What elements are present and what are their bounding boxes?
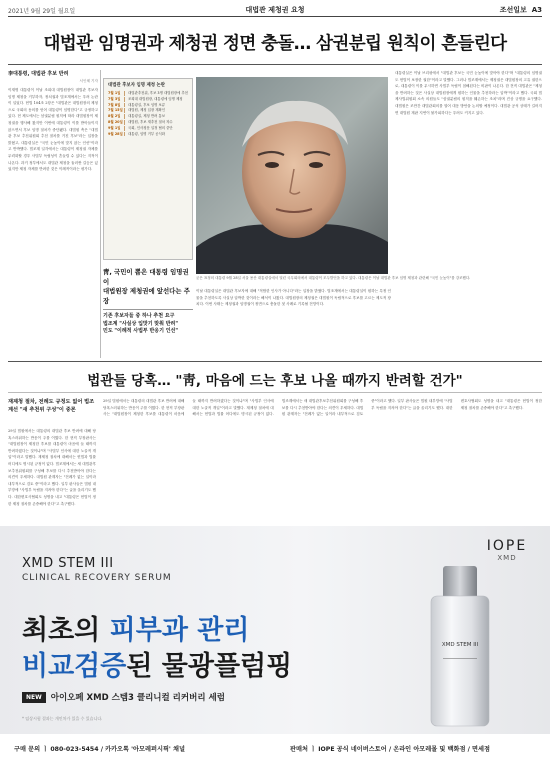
timeline-item: 8월 20일 대법원, 후보 재추천 절차 착수	[108, 120, 188, 125]
ad-new-line	[22, 691, 225, 703]
section2-lede: 재제청 절차, 전례도 규정도 없어 법조계선 "새 추천위 구성"이 중론	[8, 399, 95, 413]
subheadline-rule	[103, 309, 193, 310]
section2-headline: 법관들 당혹… "靑, 마음에 드는 후보 나올 때까지 반려할 건가"	[87, 373, 463, 389]
ad-new-product: 아이오페 XMD 스템3 클리니컬 리커버리 세럼	[50, 693, 225, 703]
ad-footer	[0, 738, 550, 758]
timeline-item: 9월 1일 국회, 인사청문 일정 협의 중단	[108, 126, 188, 131]
subheadline-line: 민도 "이례적 사법부 반응기 인선"	[103, 328, 178, 334]
portrait-illustration	[196, 77, 388, 274]
ad-product-subtitle: CLINICAL RECOVERY SERUM	[22, 573, 172, 583]
left-article-byline: 李대통령, 대법관 후보 반려	[8, 71, 69, 77]
ad-fine-print: * 임상시험 결과는 개인차가 있을 수 있습니다.	[22, 716, 103, 721]
section-rule	[8, 361, 542, 362]
ad-product-name: XMD STEM III	[22, 556, 114, 571]
footer-sales: 판매처 ㅣ IOPE 공식 네이버스토어 / 온라인 아모레몰 및 백화점 / 면세점	[290, 746, 490, 753]
subheadline-line: 대법원장 제청권에 앞선다는 주장	[103, 287, 190, 305]
section2-columns: 29일 법원에서는 대통령의 대법관 후보 반려에 대해 당혹스러워하는 반응이 주를 이뤘다. 한 현직 부장판사는 "대법원장이 제청한 후보를 대통령이 마음에 들 때까지 반려하겠다는 것이냐"며 "사법부 인사에 대한 노골적 개입"이라고 말했다. 재제청 절차에 대해서는 헌법과 법률 어디에도 명시된 규정이 없다. 법조계에서는 새 대법관후보추천위원회를 구성해 후보를 다시 추천받아야 한다는 의견이 우세하다. 대법원 관계자는 "전례가 없는 일이라 내부적으로 검토 중"이라고 했다. 일부 판사들은 법원 내부망에 "사법부 독립을 지켜야 한다"는 글을 올리기도 했다. 대한변호사협회도 성명을 내고 "대통령은 헌법이 정한 제청 절차를 존중해야 한다"고 촉구했다.	[103, 399, 542, 417]
left-article	[8, 70, 98, 369]
issue-date: 2021년 9월 29일 월요일	[8, 8, 76, 15]
timeline-item: 7월 15일 대법원, 제청 입장 재확인	[108, 108, 188, 113]
timeline-title: 대법관 후보자 임명 제청 논란	[108, 83, 166, 88]
headline-rule	[8, 64, 542, 65]
advertisement	[0, 526, 550, 734]
left-article-body: 이재명 대통령이 이날 조희대 대법원장이 대법관 후보자 임명 제청을 거부하자, 정치권과 법조계에서는 우려 논란이 일었다. 헌법 104조 2항은 "대법관은 대법원장의 제청으로 국회의 동의를 얻어 대통령이 임명한다"고 규정하고 있다. 현 제도에서는 삼권분립 원칙에 따라 대법원장이 제청권을 행사해 왔지만 이번에 대통령이 이를 받아들이지 않으면서 후보 임명 절차가 중단됐다. 대법원 측은 "대법관 후보 추천위원회 추천 절차를 거친 후보"라는 입장을 밝혔고, 대통령실은 "국민 눈높이에 맞지 않는 인선"이라고 반박했다. 법조계 일각에서는 대통령이 제청권 자체를 무력화할 경우 사법부 독립성이 흔들릴 수 있다는 지적이 나온다. 과거 정부에서도 대법관 제청을 둘러싼 갈등은 있었지만 제청 자체를 반려한 것은 이례적이라는 평가다.	[8, 88, 98, 172]
reporter-name: 서인혜 기자	[79, 79, 98, 83]
timeline-item: 9월 28일 대통령, 임명 거부 공식화	[108, 132, 188, 137]
subheadline-line: 靑, 국민이 뽑은 대통령 임명권이	[103, 268, 189, 286]
subheadline-line: 기존 후보자들 중 하나 추천 요구	[103, 313, 175, 319]
ad-headline-line2: 비교검증된 물광플럼핑	[22, 651, 293, 682]
page-header	[8, 4, 542, 17]
ad-headline-line1: 최초의 피부과 관리	[22, 615, 250, 646]
section2-left-body: 29일 법원에서는 대통령의 대법관 후보 반려에 대해 당혹스러워하는 반응이 주를 이뤘다. 한 현직 부장판사는 "대법원장이 제청한 후보를 대통령이 마음에 들 때까지 반려하겠다는 것이냐"며 "사법부 인사에 대한 노골적 개입"이라고 말했다. 재제청 절차에 대해서는 헌법과 법률 어디에도 명시된 규정이 없다. 법조계에서는 새 대법관후보추천위원회를 구성해 후보를 다시 추천받아야 한다는 의견이 우세하다. 대법원 관계자는 "전례가 없는 일이라 내부적으로 검토 중"이라고 했다. 일부 판사들은 법원 내부망에 "사법부 독립을 지켜야 한다"는 글을 올리기도 했다. 대한변호사협회도 성명을 내고 "대통령은 헌법이 정한 제청 절차를 존중해야 한다"고 촉구했다.	[8, 429, 96, 506]
footer-phone: 구매 문의 ㅣ 080-023-5454 / 카카오톡 '아모레퍼시픽' 채널	[14, 746, 185, 753]
mid-article-body: 이날 대통령실은 대법관 후보자에 대해 "적합한 인사가 아니다"라는 입장을 밝혔다. 법조계에서는 대통령실이 원하는 특정 인물을 추천하도록 사실상 압박한 것이라는 해석이 나왔다. 대법원장의 제청권은 대법원이 독립적으로 후보를 고르는 제도적 장치다. 이번 사태는 제청권과 임명권이 정면으로 충돌한 첫 사례로 기록될 전망이다.	[196, 289, 391, 307]
bottle-label: XMD STEM III	[441, 642, 479, 648]
paper-name: 조선일보	[499, 6, 527, 14]
ad-brand-logo: IOPE XMD	[486, 538, 528, 562]
section-title: 대법관 제청권 요청	[245, 6, 305, 14]
serum-bottle-illustration	[395, 566, 525, 731]
main-headline: 대법관 임명권과 제청권 정면 충돌… 삼권분립 원칙이 흔들린다	[43, 34, 507, 54]
subheadline-block	[103, 268, 193, 336]
subheadline-line: 법조계 "사실상 입맛기 맞춰 반려"	[103, 320, 178, 327]
new-badge: NEW	[22, 692, 46, 703]
president-photo	[196, 77, 388, 274]
timeline-box	[103, 78, 193, 260]
section2-rule	[8, 392, 542, 393]
photo-caption: 굳은 표정의 대통령 9월 28일 서울 용산 대통령실에서 열린 국무회의에서 대통령이 모두발언을 하고 있다. 대통령은 이날 대법관 후보 임명 제청과 관련해 "국민 눈높이"를 강조했다.	[196, 276, 471, 280]
timeline-item: 8월 2일 대통령실, 제청 반려 통보	[108, 114, 188, 119]
page-number: A3	[531, 6, 542, 14]
timeline-item: 7월 3일 조희대 대법원장, 대통령에 임명 제청	[108, 97, 188, 102]
timeline-item: 7월 8일 대통령실, 후보 임명 보류	[108, 103, 188, 108]
timeline-item: 7월 1일 대법관추천위, 후보 3명 대법원장에 추천	[108, 91, 188, 95]
column-divider	[100, 70, 101, 358]
right-article-body: 대통령실은 이날 브리핑에서 "대법관 후보는 국민 눈높이에 맞아야 한다"며 "대통령의 임명권도 헌법이 보장한 권한"이라고 말했다. 그러나 법조계에서는 제청권은 대법원장의 고유 권한으로, 대통령이 이를 무시하면 사법부 독립이 침해된다는 비판이 나온다. 한 전직 대법관은 "제청을 반려하는 것은 사실상 대법원장에게 원하는 인물을 추천하라는 압박"이라고 했다. 국회 법제사법위원회 소속 의원들도 "삼권분립의 원칙을 훼손하는 조치"라며 진상 규명을 요구했다. 대법원은 조만간 대법관회의를 열어 대응 방안을 논의할 예정이다. 대법관 공석 상태가 길어지면 대법원 재판 지연이 불가피하다는 우려도 커지고 있다.	[395, 71, 542, 115]
